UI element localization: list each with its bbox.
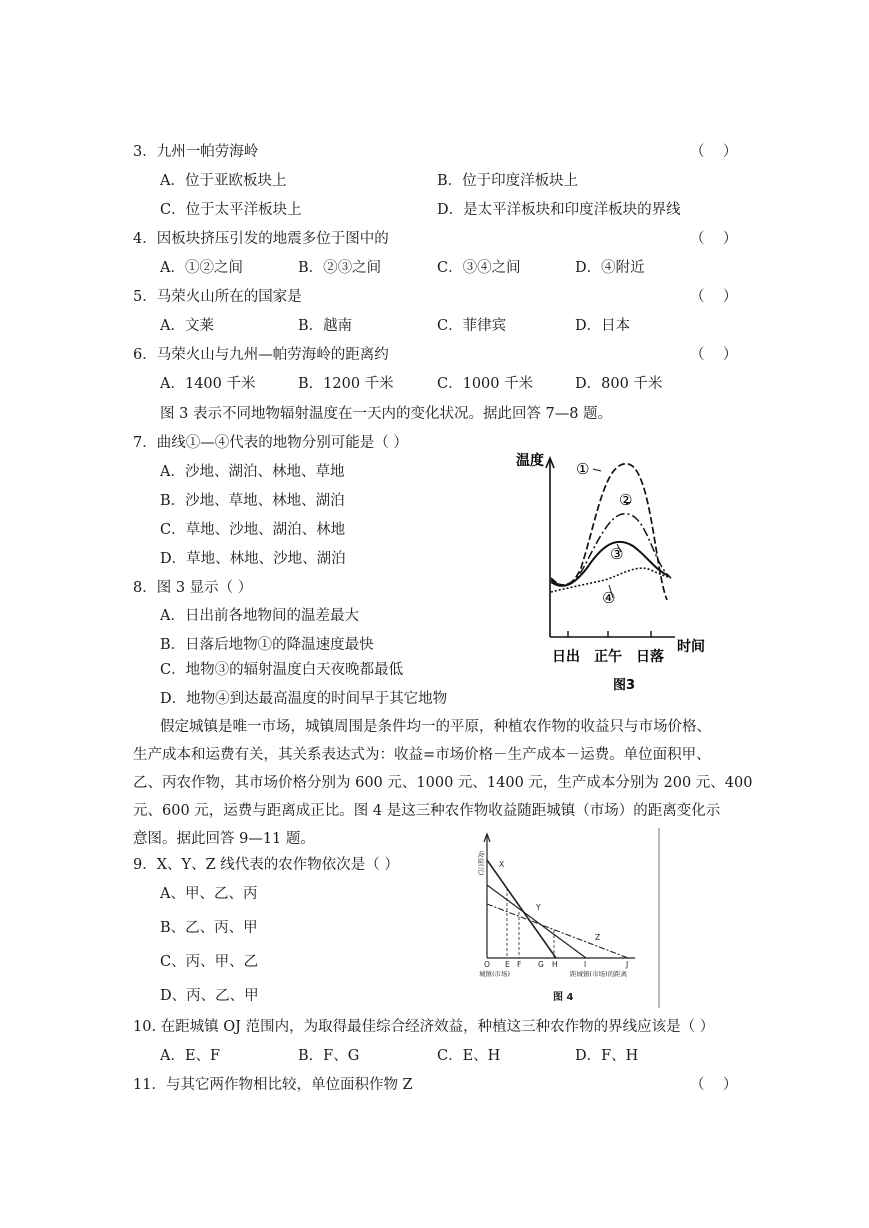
q5-stem: 5．马荣火山所在的国家是	[133, 289, 302, 305]
fig3-curve-1	[551, 464, 667, 600]
fig4-caption: 图 4	[553, 992, 574, 1003]
q8-stem: 8．图 3 显示（ ）	[133, 580, 253, 596]
q9-stem: 9．X、Y、Z 线代表的农作物依次是（ ）	[133, 857, 399, 873]
q11-stem: 11．与其它两作物相比较，单位面积作物 Z	[133, 1077, 413, 1093]
q4-option-c: C．③④之间	[437, 260, 521, 276]
fig4-point-g: G	[538, 960, 544, 969]
figure-4-revenue-diagram	[470, 828, 665, 1010]
q8-option-a: A．日出前各地物间的温差最大	[160, 608, 359, 624]
q5-option-d: D．日本	[575, 318, 631, 334]
q10-option-c: C．E、H	[437, 1048, 501, 1064]
fig4-label-z: Z	[595, 933, 601, 942]
q10-option-a: A．E、F	[160, 1048, 221, 1064]
fig3-tick-label-sunset: 日落	[636, 649, 664, 665]
fig4-point-f: F	[517, 960, 522, 969]
q3-option-c: C．位于太平洋板块上	[160, 202, 302, 218]
fig3-caption: 图3	[613, 678, 636, 693]
q3-option-a: A．位于亚欧板块上	[160, 173, 287, 189]
intro-9-11-line5: 意图。据此回答 9—11 题。	[133, 831, 315, 847]
fig4-point-j: J	[626, 960, 629, 969]
fig3-leader-1	[593, 469, 601, 471]
q4-option-a: A．①②之间	[160, 260, 243, 276]
q7-option-d: D．草地、林地、沙地、湖泊	[160, 551, 346, 567]
q11-answer-paren: （ ）	[690, 1077, 738, 1093]
q4-option-d: D．④附近	[575, 260, 645, 276]
q6-answer-paren: （ ）	[690, 347, 738, 363]
fig3-x-label: 时间	[677, 639, 705, 655]
fig4-line-x	[487, 860, 556, 958]
fig4-town-label: 城镇(市场)	[479, 970, 511, 978]
fig3-curve-label-2: ②	[619, 491, 633, 509]
q6-stem: 6．马荣火山与九州—帕劳海岭的距离约	[133, 347, 389, 363]
figure-3-temperature-diagram	[505, 440, 715, 695]
intro-9-11-line4: 元、600 元，运费与距离成正比。图 4 是这三种农作物收益随距城镇（市场）的距离变化示	[133, 803, 721, 819]
intro-9-11-line1: 假定城镇是唯一市场，城镇周围是条件均一的平原，种植农作物的收益只与市场价格、	[160, 719, 711, 735]
fig4-line-y	[487, 885, 586, 958]
q3-answer-paren: （ ）	[690, 144, 738, 160]
q8-option-d: D．地物④到达最高温度的时间早于其它地物	[160, 691, 448, 707]
fig3-curve-label-3: ③	[610, 545, 624, 563]
q4-answer-paren: （ ）	[690, 231, 738, 247]
q6-option-c: C．1000 千米	[437, 376, 534, 392]
q7-option-b: B．沙地、草地、林地、湖泊	[160, 493, 345, 509]
fig3-curve-label-4: ④	[602, 589, 616, 607]
fig3-y-label: 温度	[516, 453, 544, 469]
q9-option-d: D、丙、乙、甲	[160, 988, 259, 1004]
q7-stem: 7．曲线①—④代表的地物分别可能是（ ）	[133, 435, 408, 451]
intro-9-11-line2: 生产成本和运费有关，其关系表达式为：收益=市场价格－生产成本－运费。单位面积甲、	[133, 747, 711, 763]
intro-9-11-line3: 乙、丙农作物，其市场价格分别为 600 元、1000 元、1400 元，生产成本分别为 200 元、400	[133, 775, 753, 791]
q4-option-b: B．②③之间	[298, 260, 382, 276]
fig4-distance-label: 距城镇(市场)的距离	[570, 970, 628, 978]
q9-option-b: B、乙、丙、甲	[160, 920, 258, 936]
fig3-tick-label-sunrise: 日出	[552, 649, 580, 665]
intro-7-8: 图 3 表示不同地物辐射温度在一天内的变化状况。据此回答 7—8 题。	[160, 406, 613, 422]
q10-option-b: B．F、G	[298, 1048, 360, 1064]
q10-option-d: D．F、H	[575, 1048, 639, 1064]
q3-stem: 3．九州一帕劳海岭	[133, 144, 259, 160]
fig3-tick-label-noon: 正午	[594, 649, 622, 665]
fig4-line-z	[487, 904, 628, 958]
q5-option-b: B．越南	[298, 318, 353, 334]
fig4-y-label: 收益(元)	[477, 851, 485, 876]
q9-option-a: A、甲、乙、丙	[160, 886, 258, 902]
q6-option-d: D．800 千米	[575, 376, 663, 392]
fig4-point-i: I	[584, 960, 587, 969]
q6-option-a: A．1400 千米	[160, 376, 256, 392]
fig3-curve-label-1: ①	[576, 460, 590, 478]
fig4-origin: O	[484, 960, 490, 969]
fig4-label-x: X	[499, 860, 505, 869]
fig4-label-y: Y	[536, 903, 541, 912]
fig4-point-e: E	[505, 960, 510, 969]
q4-stem: 4．因板块挤压引发的地震多位于图中的	[133, 231, 389, 247]
q10-stem: 10. 在距城镇 OJ 范围内，为取得最佳综合经济效益，种植这三种农作物的界线应该是（ ）	[133, 1019, 715, 1035]
q5-answer-paren: （ ）	[690, 289, 738, 305]
q5-option-a: A．文莱	[160, 318, 214, 334]
q8-option-b: B．日落后地物①的降温速度最快	[160, 637, 374, 653]
q7-option-a: A．沙地、湖泊、林地、草地	[160, 464, 345, 480]
q9-option-c: C、丙、甲、乙	[160, 954, 259, 970]
q3-option-d: D．是太平洋板块和印度洋板块的界线	[437, 202, 681, 218]
q6-option-b: B．1200 千米	[298, 376, 394, 392]
q7-option-c: C．草地、沙地、湖泊、林地	[160, 522, 346, 538]
fig4-point-h: H	[552, 960, 558, 969]
q8-option-c: C．地物③的辐射温度白天夜晚都最低	[160, 662, 404, 678]
q5-option-c: C．菲律宾	[437, 318, 507, 334]
q3-option-b: B．位于印度洋板块上	[437, 173, 579, 189]
